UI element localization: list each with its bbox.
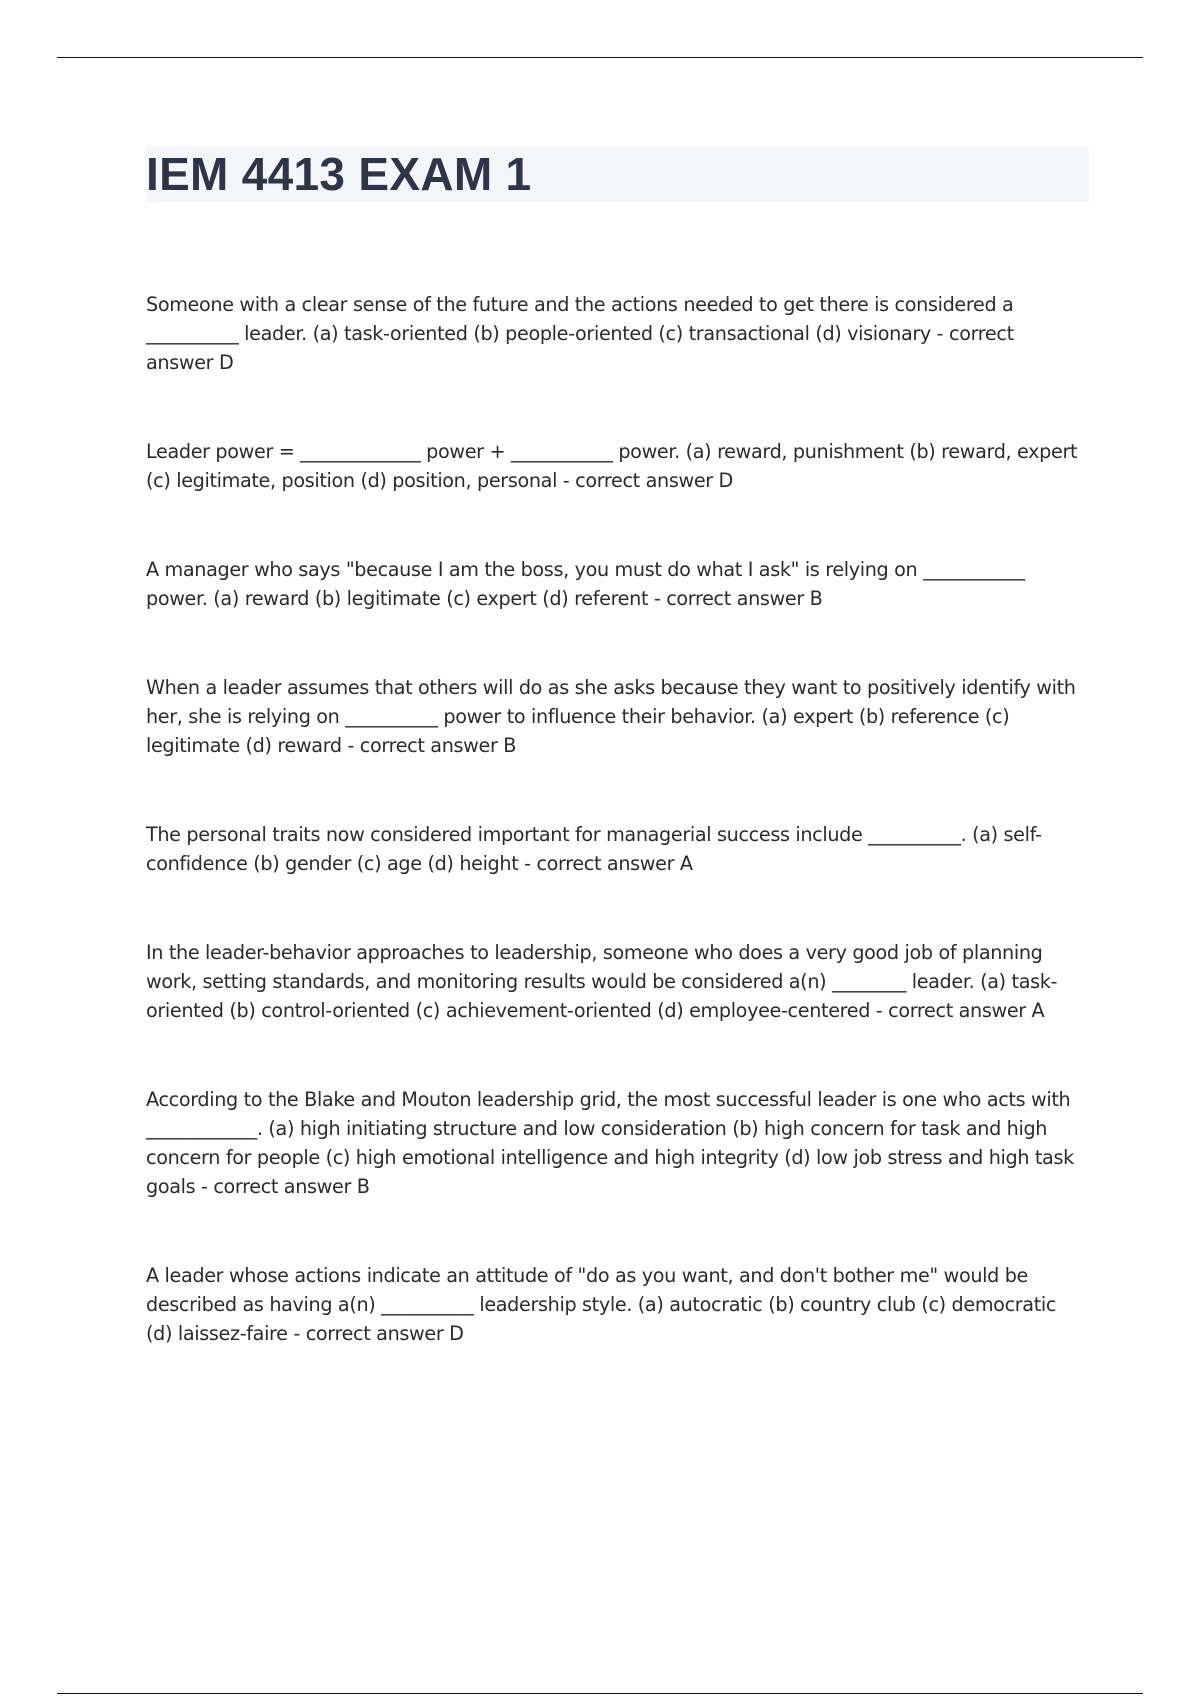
page-title: IEM 4413 EXAM 1 [146, 148, 532, 200]
question-6: In the leader-behavior approaches to leadership, someone who does a very good job of planning work, setting standards, and monitoring results would be considered a(n) ________ leader. (a) task-oriented (b) control-oriented (c) achievement-oriented (d) employee-centered - correct answer A [146, 941, 1058, 1022]
top-divider [57, 57, 1143, 58]
question-4: When a leader assumes that others will do as she asks because they want to positively identify with her, she is relying on __________ power to influence their behavior. (a) expert (b) reference (c) legitimate (d) reward - correct answer B [146, 676, 1076, 757]
question-7: According to the Blake and Mouton leadership grid, the most successful leader is one who acts with ____________. (a) high initiating structure and low consideration (b) high concern for task and high concern for people (c) high emotional intelligence and high integrity (d) low job stress and high task goals - correct answer B [146, 1088, 1074, 1198]
bottom-divider [57, 1693, 1143, 1694]
question-1: Someone with a clear sense of the future and the actions needed to get there is considered a __________ leader. (a) task-oriented (b) people-oriented (c) transactional (d) visionary - correct answer D [146, 293, 1014, 374]
question-2: Leader power = _____________ power + ___________ power. (a) reward, punishment (b) reward, expert (c) legitimate, position (d) position, personal - correct answer D [146, 440, 1078, 492]
question-list [146, 290, 1086, 1408]
question-5: The personal traits now considered important for managerial success include __________. (a) self-confidence (b) gender (c) age (d) height - correct answer A [146, 823, 1042, 875]
question-3: A manager who says "because I am the boss, you must do what I ask" is relying on ___________ power. (a) reward (b) legitimate (c) expert (d) referent - correct answer B [146, 558, 1025, 610]
question-8: A leader whose actions indicate an attitude of "do as you want, and don't bother me" would be described as having a(n) __________ leadership style. (a) autocratic (b) country club (c) democratic (d) laissez-faire - correct answer D [146, 1264, 1057, 1345]
